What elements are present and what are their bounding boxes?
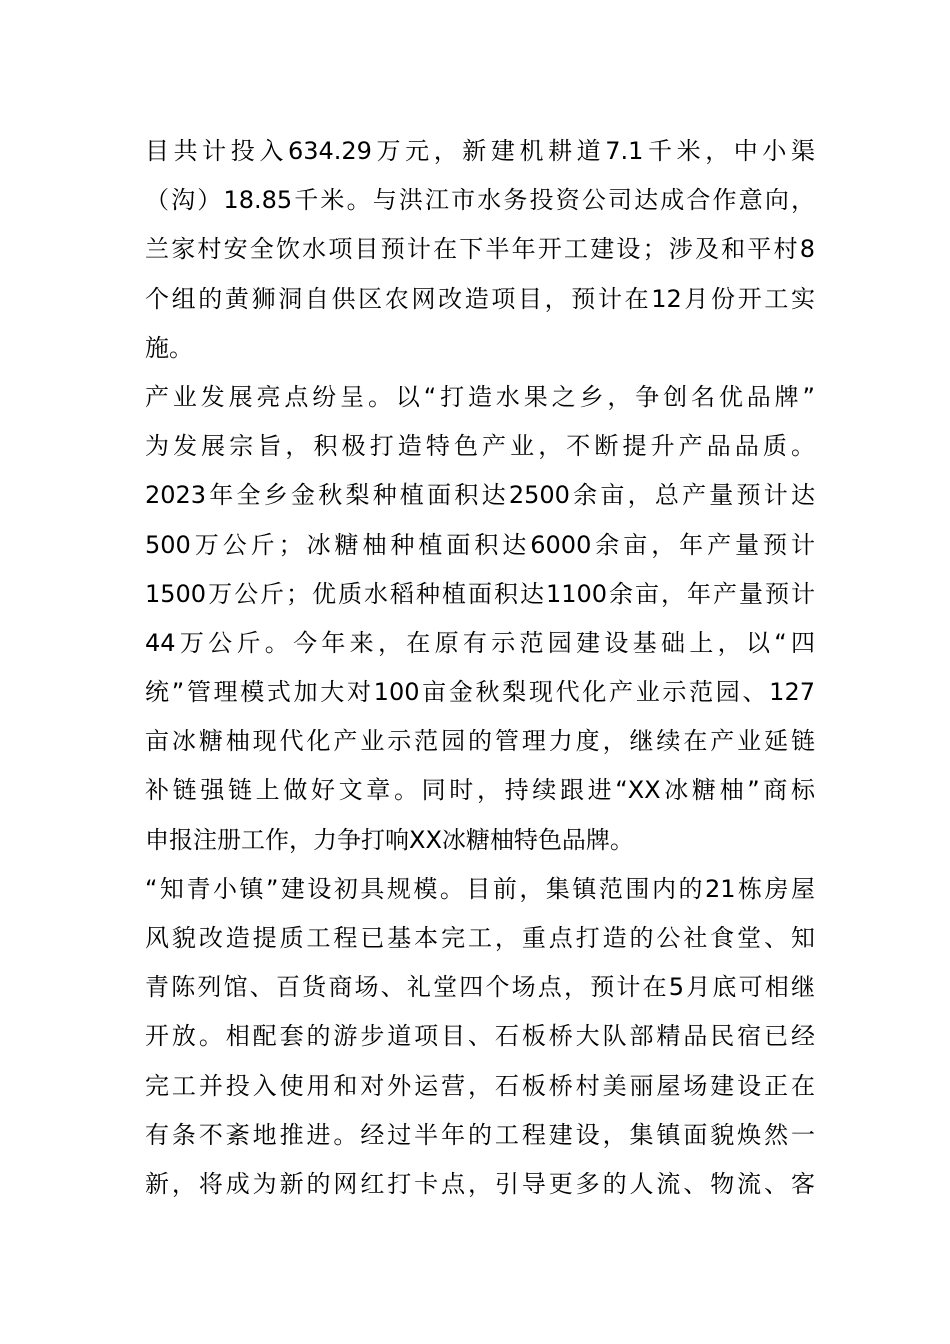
text-line: 1500万公斤；优质水稻种植面积达1100余亩，年产量预计 <box>145 579 815 608</box>
text-line: 亩冰糖柚现代化产业示范园的管理力度，继续在产业延链 <box>145 727 815 756</box>
text-line: 申报注册工作，力争打响XX冰糖柚特色品牌。 <box>145 825 634 854</box>
text-line: 500万公斤；冰糖柚种植面积达6000余亩，年产量预计 <box>145 530 815 559</box>
text-line: 兰家村安全饮水项目预计在下半年开工建设；涉及和平村8 <box>145 235 815 264</box>
text-line: 风貌改造提质工程已基本完工，重点打造的公社食堂、知 <box>145 924 815 952</box>
paragraph-heading-line: 产业发展亮点纷呈。以“打造水果之乡，争创名优品牌” <box>145 382 815 411</box>
text-line: 青陈列馆、百货商场、礼堂四个场点，预计在5月底可相继 <box>145 973 815 1002</box>
text-line: 为发展宗旨，积极打造特色产业，不断提升产品品质。 <box>145 432 815 461</box>
text-line: 新，将成为新的网红打卡点，引导更多的人流、物流、客 <box>145 1169 815 1198</box>
text-line: 开放。相配套的游步道项目、石板桥大队部精品民宿已经 <box>145 1022 815 1051</box>
text-line: 统”管理模式加大对100亩金秋梨现代化产业示范园、127 <box>145 678 815 707</box>
text-line: 2023年全乡金秋梨种植面积达2500余亩，总产量预计达 <box>145 481 815 510</box>
text-line: 44万公斤。今年来，在原有示范园建设基础上，以“四 <box>145 628 815 657</box>
text-line: （沟）18.85千米。与洪江市水务投资公司达成合作意向， <box>145 186 815 215</box>
text-line: 目共计投入634.29万元，新建机耕道7.1千米，中小渠 <box>145 137 815 165</box>
body-text <box>145 127 815 1209</box>
text-line: 完工并投入使用和对外运营，石板桥村美丽屋场建设正在 <box>145 1071 815 1100</box>
paragraph-heading-line: “知青小镇”建设初具规模。目前，集镇范围内的21栋房屋 <box>145 874 815 903</box>
text-line: 补链强链上做好文章。同时，持续跟进“XX冰糖柚”商标 <box>145 776 815 805</box>
text-line: 有条不紊地推进。经过半年的工程建设，集镇面貌焕然一 <box>145 1120 815 1149</box>
text-line: 个组的黄狮洞自供区农网改造项目，预计在12月份开工实 <box>145 284 815 313</box>
text-line: 施。 <box>145 333 193 362</box>
